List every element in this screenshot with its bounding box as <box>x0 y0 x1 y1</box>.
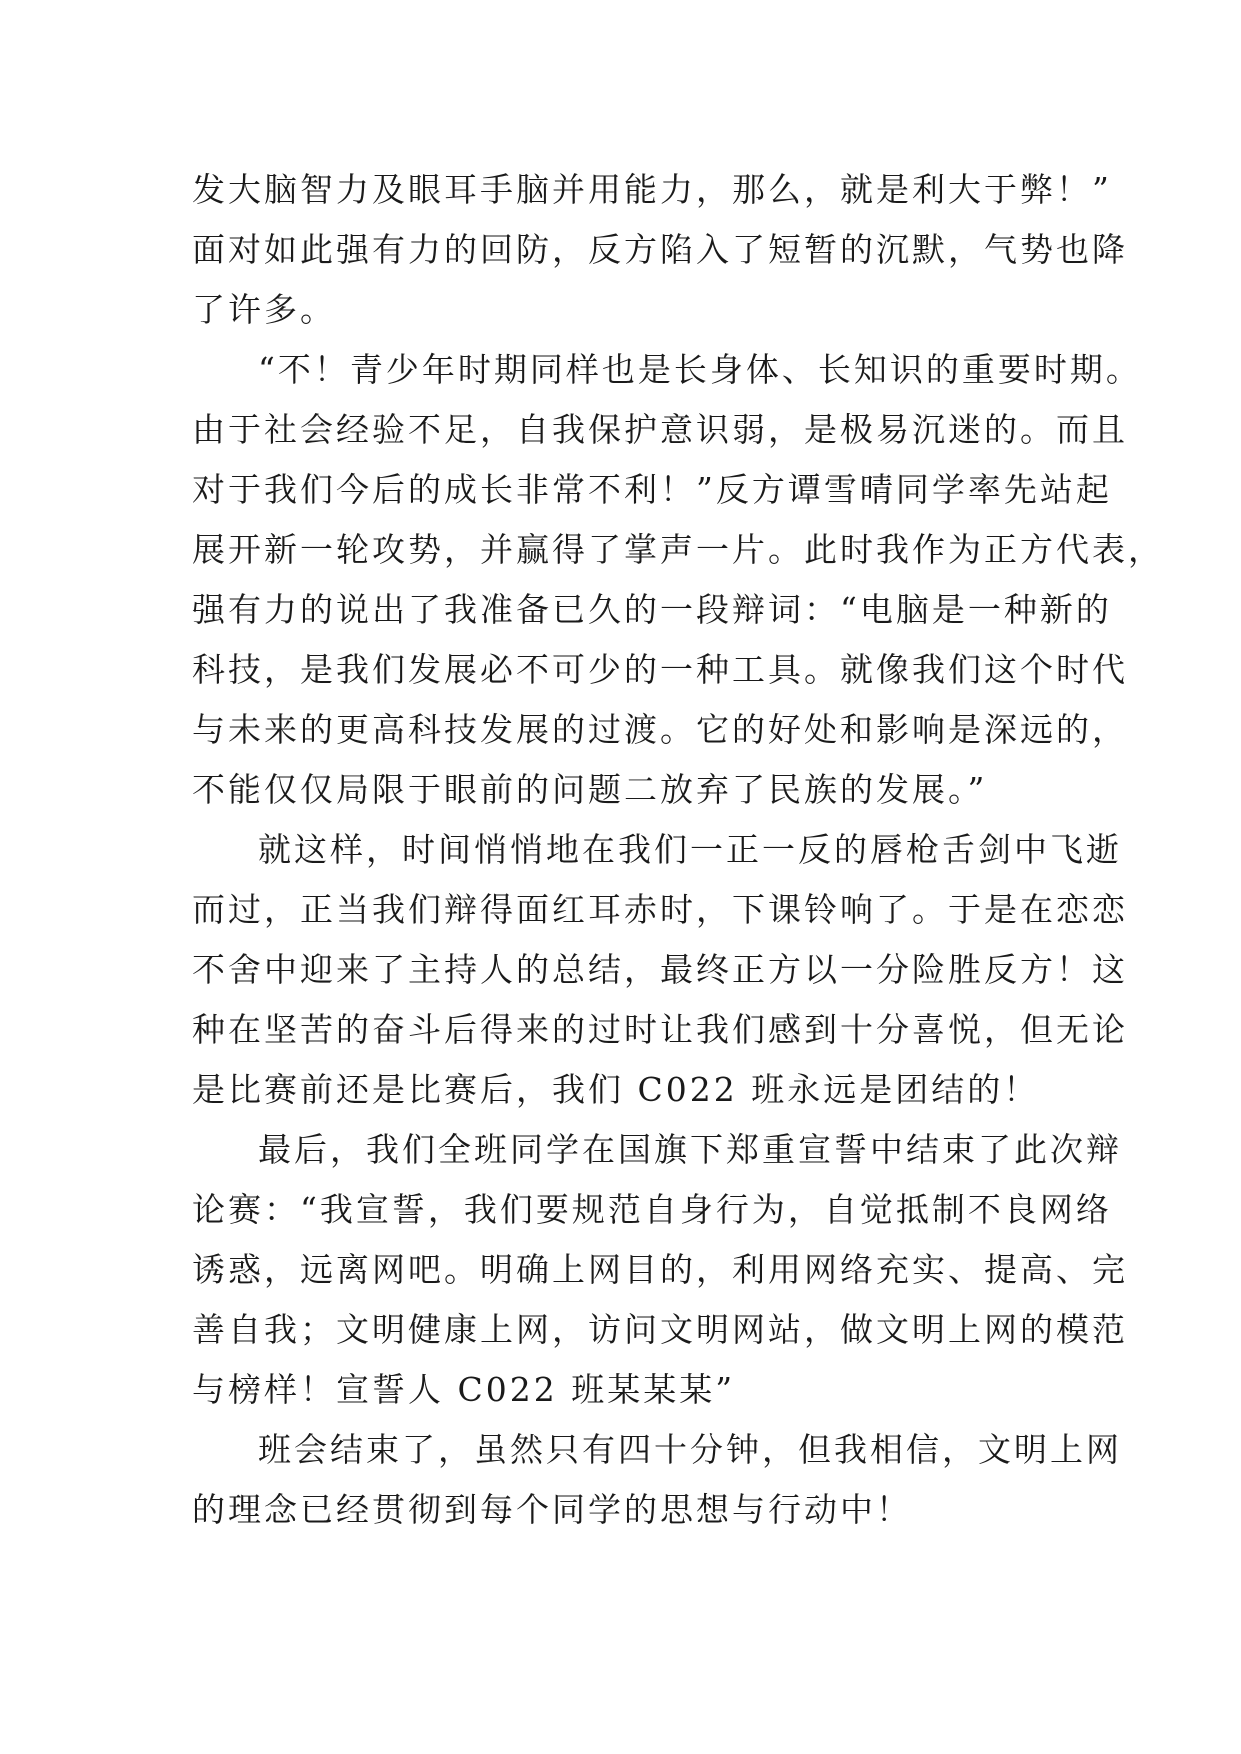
text-line: 种在坚苦的奋斗后得来的过时让我们感到十分喜悦，但无论 <box>192 1010 1128 1049</box>
text-line: 科技，是我们发展必不可少的一种工具。就像我们这个时代 <box>192 650 1128 689</box>
text-line: 与榜样！宣誓人 C022 班某某某” <box>192 1370 736 1409</box>
text-line: 对于我们今后的成长非常不利！”反方谭雪晴同学率先站起 <box>192 470 1112 509</box>
text-line: “不！青少年时期同样也是长身体、长知识的重要时期。 <box>258 350 1142 389</box>
document-body <box>192 160 1164 1540</box>
text-line: 不能仅仅局限于眼前的问题二放弃了民族的发展。” <box>192 770 988 809</box>
text-line: 论赛：“我宣誓，我们要规范自身行为，自觉抵制不良网络 <box>192 1190 1112 1229</box>
text-line: 不舍中迎来了主持人的总结，最终正方以一分险胜反方！这 <box>192 950 1128 989</box>
text-line: 的理念已经贯彻到每个同学的思想与行动中！ <box>192 1490 912 1529</box>
text-line: 班会结束了，虽然只有四十分钟，但我相信，文明上网 <box>258 1430 1122 1469</box>
text-line: 是比赛前还是比赛后，我们 C022 班永远是团结的！ <box>192 1070 1040 1109</box>
text-line: 而过，正当我们辩得面红耳赤时，下课铃响了。于是在恋恋 <box>192 890 1128 929</box>
text-line: 发大脑智力及眼耳手脑并用能力，那么，就是利大于弊！” <box>192 170 1112 209</box>
text-line: 就这样，时间悄悄地在我们一正一反的唇枪舌剑中飞逝 <box>258 830 1122 869</box>
text-line: 诱惑，远离网吧。明确上网目的，利用网络充实、提高、完 <box>192 1250 1128 1289</box>
text-line: 面对如此强有力的回防，反方陷入了短暂的沉默，气势也降 <box>192 230 1128 269</box>
text-line: 强有力的说出了我准备已久的一段辩词：“电脑是一种新的 <box>192 590 1112 629</box>
text-line: 善自我；文明健康上网，访问文明网站，做文明上网的模范 <box>192 1310 1128 1349</box>
text-line: 展开新一轮攻势，并赢得了掌声一片。此时我作为正方代表， <box>192 530 1164 569</box>
text-line: 与未来的更高科技发展的过渡。它的好处和影响是深远的， <box>192 710 1128 749</box>
text-line: 最后，我们全班同学在国旗下郑重宣誓中结束了此次辩 <box>258 1130 1122 1169</box>
text-line: 了许多。 <box>192 290 336 329</box>
text-line: 由于社会经验不足，自我保护意识弱，是极易沉迷的。而且 <box>192 410 1128 449</box>
